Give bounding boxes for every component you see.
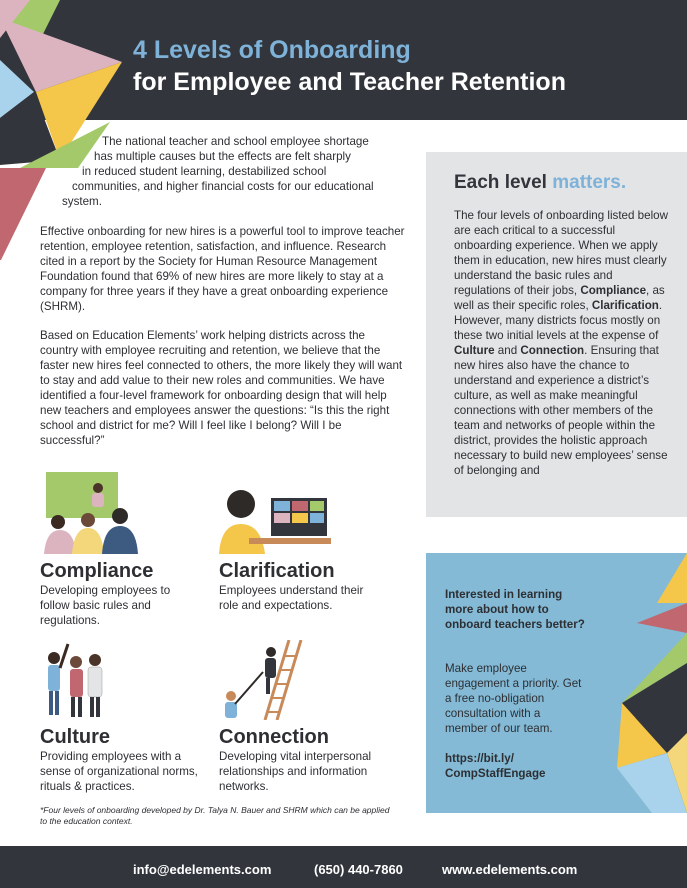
sidebar-keyword-clarification: Clarification [591, 299, 659, 312]
level-description: Providing employees with a sense of organizational norms, rituals & practices. [40, 750, 198, 793]
level-culture [40, 726, 200, 794]
level-connection [219, 726, 394, 794]
sidebar-text-part: . However, many districts focus mostly on these two initial levels at the expense of [454, 299, 663, 342]
level-clarification [219, 560, 379, 613]
intro-line: system. [62, 195, 102, 208]
connection-illustration [219, 640, 305, 720]
cta-panel [426, 553, 687, 813]
level-title: Compliance [40, 560, 154, 582]
intro-line: has multiple causes but the effects are felt sharply [94, 150, 351, 163]
footer-email[interactable]: info@edelements.com [133, 862, 272, 877]
level-title: Culture [40, 726, 110, 748]
cta-link-line[interactable]: https://bit.ly/ [445, 752, 514, 765]
intro-line: The national teacher and school employee shortage [102, 135, 369, 148]
intro-paragraph-2: Effective onboarding for new hires is a powerful tool to improve teacher retention, employee retention, satisfaction, and influence. Research cited in a report by the Society for Human Resource Management Foundation found that 69% of new hires are more likely to stay at a company for three years if they have a great onboarding experience (SHRM). [40, 225, 405, 313]
footer-bar [0, 846, 687, 888]
sidebar-heading-accent: matters. [552, 172, 627, 193]
sidebar-heading-prefix: Each level [454, 172, 553, 193]
decorative-triangles [577, 553, 687, 813]
decorative-triangles [0, 0, 130, 260]
cta-body: Make employee engagement a priority. Get a free no-obligation consultation with a member of our team. [445, 662, 582, 735]
level-description: Employees understand their role and expectations. [219, 584, 364, 612]
intro-paragraph-3: Based on Education Elements’ work helping districts across the country with employee recruiting and retention, we believe that the faster new hires feel connected to others, the more likely they will want to stay and add value to their new roles and communities. We have identified a four-level framework for onboarding design that will help new teachers and employees answer the questions: “Is this the right school and district for me? Will I feel like I belong? Will I be successful?” [40, 329, 403, 447]
clarification-illustration [219, 486, 331, 554]
intro-line: communities, and higher financial costs for our educational [72, 180, 374, 193]
sidebar-keyword-connection: Connection [520, 344, 585, 357]
level-title: Connection [219, 726, 329, 748]
sidebar-keyword-compliance: Compliance [580, 284, 647, 297]
compliance-illustration [38, 472, 158, 554]
sidebar-keyword-culture: Culture [454, 344, 495, 357]
intro-line: in reduced student learning, destabilized school [82, 165, 327, 178]
sidebar-heading [454, 172, 626, 194]
footer-website[interactable]: www.edelements.com [442, 862, 578, 877]
sidebar-text-part: The four levels of onboarding listed below are each critical to a successful onboarding experience. When we apply them in education, new hires must clearly understand the basic rules and regulations of their jobs, [454, 209, 668, 297]
level-description: Developing vital interpersonal relationships and information networks. [219, 750, 372, 793]
cta-link[interactable] [445, 751, 585, 781]
footnote: *Four levels of onboarding developed by Dr. Talya N. Bauer and SHRM which can be applied to the education context. [40, 805, 390, 826]
header-banner [0, 0, 687, 120]
level-title: Clarification [219, 560, 335, 582]
sidebar-text [454, 208, 669, 494]
sidebar-text-part: , as well as their specific roles, [454, 284, 665, 312]
cta-heading: Interested in learning more about how to onboard teachers better? [445, 588, 585, 631]
level-description: Developing employees to follow basic rules and regulations. [40, 584, 171, 627]
level-compliance [40, 560, 200, 628]
cta-link-line[interactable]: CompStaffEngage [445, 767, 546, 780]
sidebar-panel [426, 152, 687, 517]
sidebar-text-part: and [494, 344, 521, 357]
footer-phone[interactable]: (650) 440-7860 [314, 862, 403, 877]
title-line-1: 4 Levels of Onboarding [133, 36, 411, 64]
title-line-2: for Employee and Teacher Retention [133, 68, 566, 96]
sidebar-text-part: . Ensuring that new hires also have the chance to understand and experience a district’s culture, as well as make meaningful connections with other members of the team and networks of people within the district, provides the holistic approach necessary to build new employees’ sense of belonging and [454, 344, 668, 477]
intro-paragraph-1 [62, 134, 402, 209]
culture-illustration [40, 640, 110, 720]
